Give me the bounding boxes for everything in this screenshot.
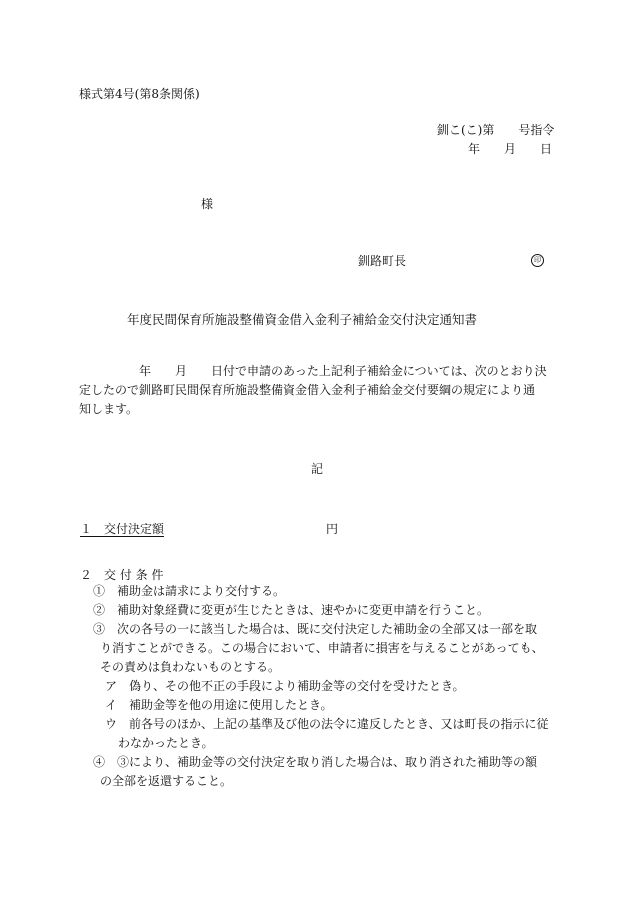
condition-1: ① 補助金は請求により交付する。	[93, 584, 286, 598]
condition-3-cont-1: り消すことができる。この場合において、申請者に損害を与えることがあっても、	[100, 641, 544, 655]
addressee-suffix: 様	[201, 197, 214, 211]
document-title: 年度民間保育所施設整備資金借入金利子補給金交付決定通知書	[127, 312, 478, 327]
condition-4: ④ ③により、補助金等の交付決定を取り消した場合は、取り消された補助等の額	[93, 755, 538, 769]
subcondition-u: ウ 前各号のほか、上記の基準及び他の法令に違反したとき、又は町長の指示に従	[105, 717, 549, 731]
subcondition-a: ア 偽り、その他不正の手段により補助金等の交付を受けたとき。	[105, 679, 465, 693]
body-line-3: 知します。	[79, 402, 139, 416]
ki-heading: 記	[311, 462, 324, 476]
grant-amount-unit: 円	[325, 522, 338, 536]
issue-date: 年 月 日	[468, 142, 553, 156]
body-line-1: 年 月 日付で申請のあった上記利子補給金については、次のとおり決	[139, 364, 547, 378]
body-paragraph	[79, 362, 559, 419]
condition-4-cont: の全部を返還すること。	[100, 774, 233, 788]
issuer-name: 釧路町長	[358, 254, 407, 268]
document-number: 釧こ(こ)第 号指令	[437, 123, 555, 137]
body-line-2: 定したので釧路町民間保育所施設整備資金借入金利子補給金交付要綱の規定により通	[79, 383, 536, 397]
subcondition-u-cont: わなかったとき。	[118, 736, 214, 750]
seal-icon: 印	[531, 254, 544, 267]
seal-mark	[531, 254, 544, 267]
grant-amount-line	[80, 523, 338, 535]
section-2-label: ２ 交 付 条 件	[80, 568, 164, 582]
conditions-list	[93, 582, 563, 791]
condition-2: ② 補助対象経費に変更が生じたときは、速やかに変更申請を行うこと。	[93, 603, 490, 617]
subcondition-i: イ 補助金等を他の用途に使用したとき。	[105, 698, 333, 712]
condition-3-cont-2: その責めは負わないものとする。	[100, 660, 281, 674]
form-number: 様式第4号(第8条関係)	[79, 87, 200, 101]
section-1-label: １ 交付決定額	[80, 522, 165, 536]
section-1	[80, 523, 338, 535]
condition-3: ③ 次の各号の一に該当した場合は、既に交付決定した補助金の全部又は一部を取	[93, 622, 538, 636]
